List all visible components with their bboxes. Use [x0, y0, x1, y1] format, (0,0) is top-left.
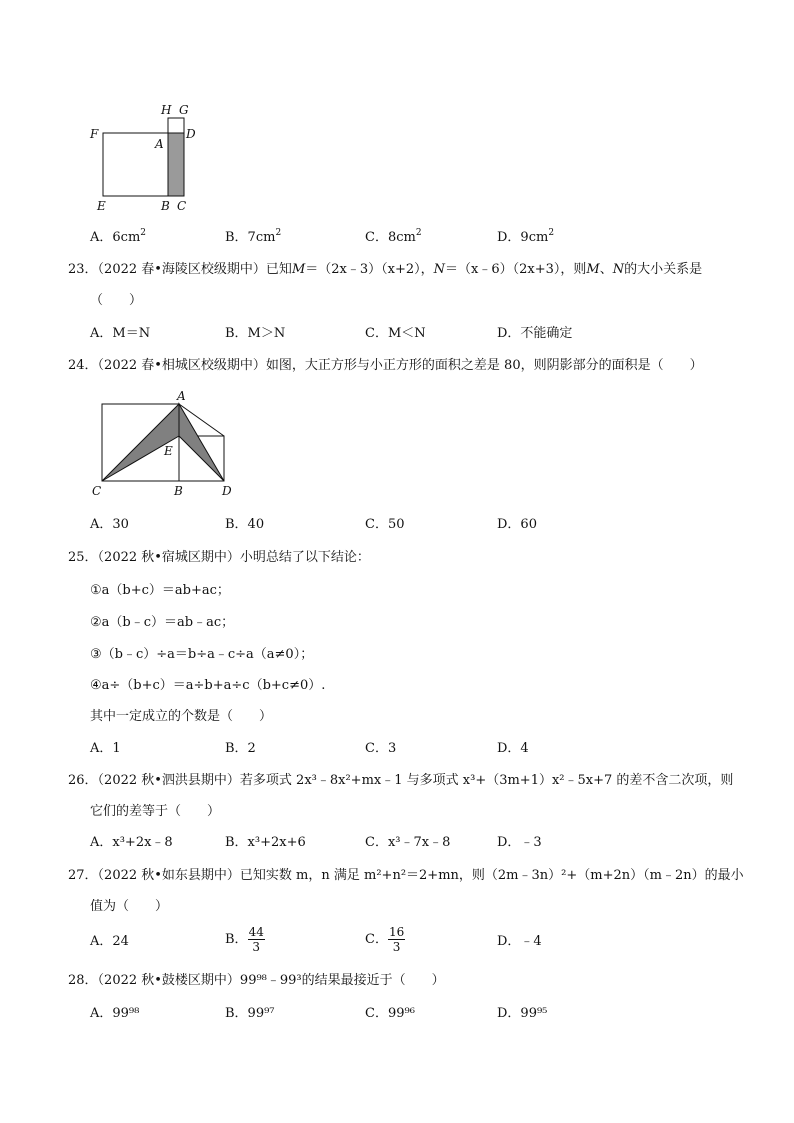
q23-option-c[interactable]: C．M＜N — [365, 326, 426, 341]
label-A: A — [177, 389, 186, 403]
q25-option-a[interactable]: A．1 — [90, 741, 121, 756]
label-B: B — [174, 484, 183, 498]
label-G: G — [179, 103, 189, 117]
q22-option-a[interactable]: A．$6cm^2$ — [90, 228, 147, 245]
label-E: E — [97, 199, 106, 213]
label-D: D — [222, 484, 232, 498]
label-D: D — [186, 127, 196, 141]
label-H: H — [161, 103, 172, 117]
q25-option-c[interactable]: C．3 — [365, 741, 397, 756]
q26-stem-line1: 26．（2022 秋•泗洪县期中）若多项式 2x³﹣8x²+mx﹣1 与多项式 x³+（3m+1）x²﹣5x+7 的差不含二次项，则 — [68, 773, 734, 788]
label-C: C — [92, 484, 102, 498]
q24-option-c[interactable]: C．50 — [365, 517, 405, 532]
q22-option-b[interactable]: B．$7cm^2$ — [225, 228, 282, 245]
q24-option-a[interactable]: A．30 — [90, 517, 129, 532]
q27-option-c[interactable]: C． $\frac{16}{3}$ — [365, 925, 405, 954]
q22-option-c[interactable]: C．$8cm^2$ — [365, 228, 422, 245]
q28-stem: 28．（2022 秋•鼓楼区期中）99⁹⁸﹣99³的结果最接近于（ ） — [68, 973, 445, 988]
q26-option-b[interactable]: B．x³+2x+6 — [225, 835, 306, 850]
q25-item-4: ④a÷（b+c）＝a÷b+a÷c（b+c≠0）. — [90, 678, 326, 693]
q26-option-d[interactable]: D．﹣3 — [497, 835, 542, 850]
q27-option-b[interactable]: B． $\frac{44}{3}$ — [225, 925, 264, 954]
fraction-16-3: $\frac{16}{3}$ — [388, 925, 405, 954]
q23-option-a[interactable]: A．M＝N — [90, 326, 151, 341]
q26-stem-line2: 它们的差等于（ ） — [90, 804, 221, 819]
q25-item-1: ①a（b+c）＝ab+ac； — [90, 583, 230, 598]
q28-option-d[interactable]: D．99⁹⁵ — [497, 1006, 548, 1021]
q23-stem-line1: 23．（2022 春•海陵区校级期中）已知M＝（2x﹣3）（x+2），N＝（x﹣6）（2x+3），则M、N的大小关系是 — [68, 262, 703, 277]
label-A: A — [155, 137, 164, 151]
q22-option-d[interactable]: D．$9cm^2$ — [497, 228, 555, 245]
q28-option-a[interactable]: A．99⁹⁸ — [90, 1006, 140, 1021]
shaded-strip — [168, 133, 184, 196]
q25-option-d[interactable]: D．4 — [497, 741, 529, 756]
q24-option-d[interactable]: D．60 — [497, 517, 537, 532]
q26-option-a[interactable]: A．x³+2x﹣8 — [90, 835, 173, 850]
q25-option-b[interactable]: B．2 — [225, 741, 256, 756]
q24-stem: 24．（2022 春•相城区校级期中）如图，大正方形与小正方形的面积之差是 80，则阴影部分的面积是（ ） — [68, 358, 703, 373]
q23-option-b[interactable]: B．M＞N — [225, 326, 286, 341]
q25-item-2: ②a（b﹣c）＝ab﹣ac； — [90, 615, 235, 630]
fraction-44-3: $\frac{44}{3}$ — [248, 925, 264, 954]
q26-option-c[interactable]: C．x³﹣7x﹣8 — [365, 835, 451, 850]
q28-option-b[interactable]: B．99⁹⁷ — [225, 1006, 275, 1021]
q27-option-d[interactable]: D．﹣4 — [497, 934, 542, 949]
q24-option-b[interactable]: B．40 — [225, 517, 265, 532]
q25-question: 其中一定成立的个数是（ ） — [90, 709, 273, 724]
figure-q24-squares — [88, 388, 248, 500]
label-B: B — [161, 199, 170, 213]
figure-q22-rectangles — [85, 100, 215, 215]
q23-stem-line2: （ ） — [90, 293, 143, 308]
label-C: C — [177, 199, 187, 213]
q25-stem: 25．（2022 秋•宿城区期中）小明总结了以下结论： — [68, 550, 370, 565]
q25-item-3: ③（b﹣c）÷a＝b÷a﹣c÷a（a≠0）； — [90, 647, 314, 662]
q27-stem-line1: 27．（2022 秋•如东县期中）已知实数 m，n 满足 m²+n²＝2+mn，则（2m﹣3n）²+（m+2n）（m﹣2n）的最小 — [68, 868, 744, 883]
label-E: E — [164, 444, 173, 458]
q27-stem-line2: 值为（ ） — [90, 899, 169, 914]
q28-option-c[interactable]: C．99⁹⁶ — [365, 1006, 415, 1021]
q27-option-a[interactable]: A．24 — [90, 934, 129, 949]
shaded-triangle-left — [102, 404, 179, 481]
label-F: F — [90, 127, 99, 141]
q23-option-d[interactable]: D．不能确定 — [497, 326, 573, 341]
shaded-triangle-right — [179, 404, 224, 481]
